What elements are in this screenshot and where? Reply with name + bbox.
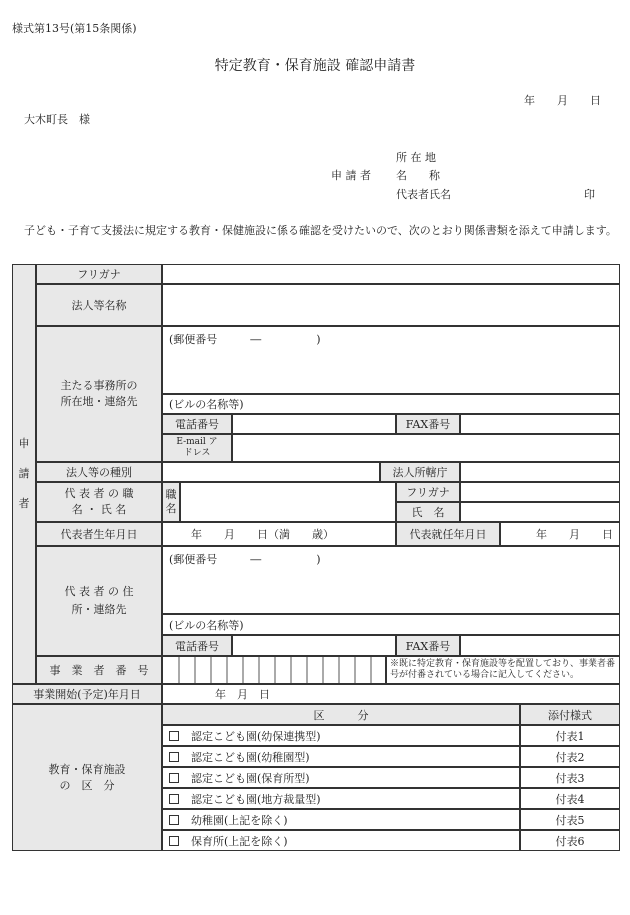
fax-label: FAX番号	[396, 414, 460, 434]
category-label: 認定こども園(幼稚園型)	[191, 750, 310, 764]
furigana-field[interactable]	[162, 264, 620, 284]
main-office-label	[36, 326, 162, 462]
category-option-1[interactable]	[162, 725, 520, 746]
applicant-location-label: 所 在 地	[396, 151, 436, 164]
addressee: 大木町長 様	[24, 113, 90, 126]
rep-birth-label: 代表者生年月日	[36, 522, 162, 546]
main-office-postal-field[interactable]	[162, 326, 620, 394]
business-start-label: 事業開始(予定)年月日	[12, 684, 162, 704]
title-label-text: 職 名	[165, 488, 177, 515]
corp-type-label: 法人等の種別	[36, 462, 162, 482]
corp-office-field[interactable]	[460, 462, 620, 482]
checkbox[interactable]	[169, 773, 179, 783]
page-title: 特定教育・保育施設 確認申請書	[214, 58, 416, 74]
category-option-5[interactable]	[162, 809, 520, 830]
building-label: (ビルの名称等)	[169, 618, 244, 632]
rep-address-text: 代 表 者 の 住所・連絡先	[64, 585, 134, 616]
side-char: 請	[18, 467, 30, 480]
rep-start-field[interactable]: 年 月 日	[500, 522, 620, 546]
checkbox[interactable]	[169, 815, 179, 825]
operator-no-boxes	[163, 656, 385, 684]
side-char: 申	[18, 437, 30, 450]
form-id: 様式第13号(第15条関係)	[12, 22, 137, 35]
business-start-field[interactable]: 年 月 日	[162, 684, 620, 704]
operator-no-label: 事 業 者 番 号	[36, 656, 162, 684]
operator-note-text: ※既に特定教育・保育施設等を配置しており、事業者番号が付番されている場合に記入してください。	[390, 659, 616, 680]
fax-field[interactable]	[460, 414, 620, 434]
rep-title-name-text: 代 表 者 の 職 名 ・ 氏 名	[64, 487, 134, 516]
email-label-text: E-mail アドレス	[176, 437, 218, 458]
category-label: 認定こども園(保育所型)	[191, 771, 310, 785]
rep-title-name-label	[36, 482, 162, 522]
corp-name-field[interactable]	[162, 284, 620, 326]
category-label: 認定こども園(幼保連携型)	[191, 729, 321, 743]
category-header: 区 分	[162, 704, 520, 725]
attach-form: 付表6	[520, 830, 620, 851]
facility-category-text: 教育・保育施設の 区 分	[48, 762, 126, 792]
rep-phone-field[interactable]	[232, 635, 396, 656]
corp-office-label: 法人所轄庁	[380, 462, 460, 482]
category-option-4[interactable]	[162, 788, 520, 809]
checkbox[interactable]	[169, 794, 179, 804]
application-date: 年 月 日	[524, 94, 601, 107]
email-field[interactable]	[232, 434, 620, 462]
rep-birth-field[interactable]: 年 月 日（満 歳）	[162, 522, 396, 546]
rep-title-field[interactable]	[180, 482, 396, 522]
title-label	[162, 482, 180, 522]
side-char: 者	[18, 497, 30, 510]
rep-furigana-label: フリガナ	[396, 482, 460, 502]
phone-label: 電話番号	[162, 414, 232, 434]
attach-form: 付表3	[520, 767, 620, 788]
rep-fax-field[interactable]	[460, 635, 620, 656]
rep-address-label	[36, 546, 162, 656]
category-option-6[interactable]	[162, 830, 520, 851]
category-option-3[interactable]	[162, 767, 520, 788]
corp-name-label: 法人等名称	[36, 284, 162, 326]
attach-form: 付表2	[520, 746, 620, 767]
seal-mark: 印	[584, 188, 595, 201]
postal-label: (郵便番号 ― )	[169, 553, 321, 566]
phone-field[interactable]	[232, 414, 396, 434]
fax-label: FAX番号	[396, 635, 460, 656]
checkbox[interactable]	[169, 752, 179, 762]
rep-start-label: 代表就任年月日	[396, 522, 500, 546]
category-option-2[interactable]	[162, 746, 520, 767]
operator-no-field[interactable]	[162, 656, 386, 684]
checkbox[interactable]	[169, 731, 179, 741]
checkbox[interactable]	[169, 836, 179, 846]
email-label	[162, 434, 232, 462]
rep-building-field[interactable]	[162, 614, 620, 635]
building-label: (ビルの名称等)	[169, 398, 244, 411]
category-label: 認定こども園(地方裁量型)	[191, 792, 321, 806]
applicant-side-label	[12, 264, 36, 684]
main-office-text: 主たる事務所の所在地・連絡先	[60, 379, 138, 408]
postal-label: (郵便番号 ― )	[169, 333, 321, 346]
operator-no-note	[386, 656, 620, 684]
rep-name-field[interactable]	[460, 502, 620, 522]
attach-form: 付表1	[520, 725, 620, 746]
representative-name-label: 代表者氏名	[396, 188, 451, 201]
attach-header: 添付様式	[520, 704, 620, 725]
category-label: 幼稚園(上記を除く)	[191, 813, 288, 827]
attach-form: 付表5	[520, 809, 620, 830]
intro-text: 子ども・子育て支援法に規定する教育・保健施設に係る確認を受けたいので、次のとおり関係書類を添えて申請します。	[24, 224, 617, 237]
main-office-building-field[interactable]	[162, 394, 620, 414]
attach-form: 付表4	[520, 788, 620, 809]
rep-postal-field[interactable]	[162, 546, 620, 614]
corp-type-field[interactable]	[162, 462, 380, 482]
applicant-name-label: 名 称	[396, 169, 440, 182]
category-label: 保育所(上記を除く)	[191, 834, 288, 848]
facility-category-label	[12, 704, 162, 851]
rep-furigana-field[interactable]	[460, 482, 620, 502]
application-table	[12, 264, 620, 851]
furigana-label: フリガナ	[36, 264, 162, 284]
phone-label: 電話番号	[162, 635, 232, 656]
applicant-label: 申 請 者	[331, 169, 371, 182]
rep-name-label: 氏 名	[396, 502, 460, 522]
